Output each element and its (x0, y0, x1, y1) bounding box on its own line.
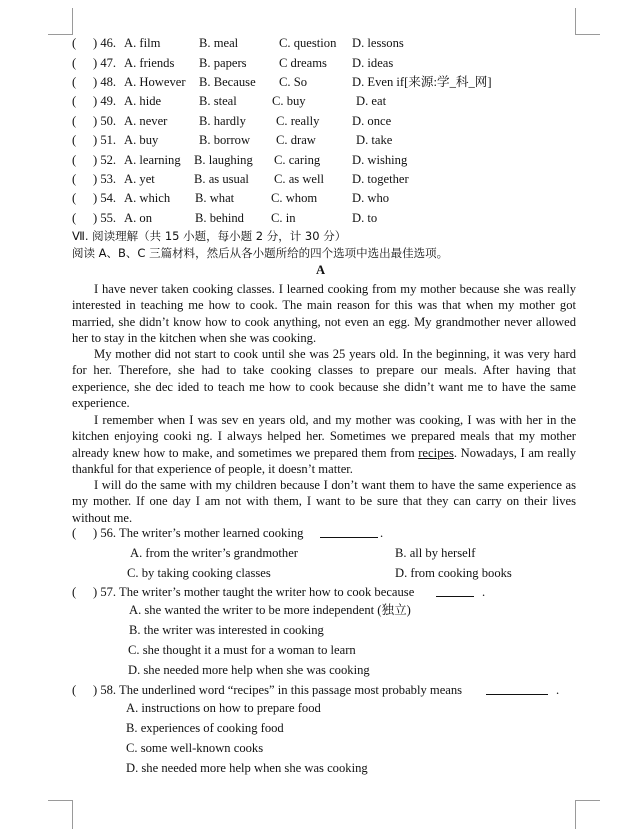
stem-end: . (556, 683, 560, 697)
answer-blank (320, 526, 378, 538)
answer-blank (436, 585, 474, 597)
option-b: B. meal (199, 36, 239, 50)
answer-paren: ( (72, 683, 77, 697)
option-a: A. learning (124, 153, 181, 167)
option-d: D. once (352, 114, 392, 128)
option-a: A. on (124, 211, 152, 225)
option-d: D. lessons (352, 36, 404, 50)
option-a: A. she wanted the writer to be more independent (独立) (129, 603, 411, 617)
option-d: D. who (352, 191, 390, 205)
question-stem: ) 58. The underlined word “recipes” in this passage most probably means (93, 683, 463, 697)
answer-paren: ( (72, 585, 77, 599)
option-d: D. take (356, 133, 393, 147)
option-a: A. hide (124, 94, 162, 108)
answer-paren: ( (72, 75, 77, 89)
paragraph-text: I remember when I was sev en years old, and my mother was cooking, I was with her in the kitchen enjoying cooki ng. I always helped her. Sometimes we prepared meals that my mother already knew how to make, and sometimes we prepared them from (72, 413, 576, 460)
option-b: B. borrow (199, 133, 251, 147)
item-number: ) 53. (93, 172, 117, 186)
item-number: ) 50. (93, 114, 117, 128)
answer-paren: ( (72, 191, 77, 205)
option-d: D. to (352, 211, 378, 225)
option-d: D. she needed more help when she was cooking (128, 663, 370, 677)
option-a: A. buy (124, 133, 159, 147)
answer-blank (486, 683, 548, 695)
option-c: C. buy (272, 94, 306, 108)
option-b: B. Because (199, 75, 256, 89)
option-c: C. by taking cooking classes (127, 566, 271, 580)
item-number: ) 51. (93, 133, 117, 147)
question-stem: ) 56. The writer’s mother learned cooking (93, 526, 304, 540)
item-number: ) 54. (93, 191, 117, 205)
option-b: B. papers (199, 56, 247, 70)
option-c: C. in (271, 211, 296, 225)
item-number: ) 49. (93, 94, 117, 108)
question-stem: ) 57. The writer’s mother taught the writer how to cook because (93, 585, 415, 599)
option-d: D. from cooking books (395, 566, 512, 580)
option-c: C. some well-known cooks (126, 741, 264, 755)
passage-paragraph-4: I will do the same with my children because I don’t want them to have the same experience as my mother. If one day I am not with them, I want to be sure that they can carry on their lives without me. (72, 478, 576, 525)
crop-mark-top-left (48, 8, 73, 35)
option-a: A. yet (124, 172, 155, 186)
answer-paren: ( (72, 56, 77, 70)
option-c: C. caring (274, 153, 321, 167)
crop-mark-bottom-right (575, 800, 600, 829)
option-d: D. eat (356, 94, 387, 108)
option-c: C dreams (279, 56, 327, 70)
option-d: D. Even if[来源:学_科_网] (352, 75, 492, 89)
item-number: ) 52. (93, 153, 117, 167)
paragraph-text: . Nowadays, I am really thankful for that experience of people, it doesn’t matter. (72, 445, 576, 477)
answer-paren: ( (72, 114, 77, 128)
option-b: B. what (195, 191, 235, 205)
stem-end: . (380, 526, 384, 540)
item-number: ) 55. (93, 211, 117, 225)
passage-paragraph-1: I have never taken cooking classes. I learned cooking from my mother because she was really interested in teaching me how to cook. The main reason for this was that when my mother got married, she didn’t know how to cook anything, not even an egg. My grandmother never allowed her to stay in the kitchen when she was cooking. (72, 282, 576, 346)
crop-mark-top-right (575, 8, 600, 35)
answer-paren: ( (72, 172, 77, 186)
crop-mark-bottom-left (48, 800, 73, 829)
option-d: D. together (352, 172, 409, 186)
item-number: ) 47. (93, 56, 117, 70)
option-d: D. wishing (352, 153, 408, 167)
answer-paren: ( (72, 133, 77, 147)
option-a: A. instructions on how to prepare food (126, 701, 321, 715)
answer-paren: ( (72, 94, 77, 108)
underlined-word-recipes: recipes (418, 445, 454, 460)
option-a: A. which (124, 191, 171, 205)
option-b: B. as usual (194, 172, 249, 186)
option-b: B. behind (195, 211, 244, 225)
item-number: ) 46. (93, 36, 117, 50)
passage-letter: A (316, 263, 326, 277)
passage-paragraph-2: My mother did not start to cook until she was 25 years old. In the beginning, it was very hard for her. Therefore, she had to take cooking classes to prepare our meals. After having that experience, she dec ided to teach me how to cook because she didn’t want me to have the same experience. (72, 347, 576, 411)
option-b: B. all by herself (395, 546, 476, 560)
option-c: C. really (276, 114, 320, 128)
option-d: D. ideas (352, 56, 394, 70)
passage-paragraph-3 (72, 412, 576, 478)
option-c: C. draw (276, 133, 316, 147)
option-b: B. steal (199, 94, 237, 108)
answer-paren: ( (72, 153, 77, 167)
stem-end: . (482, 585, 486, 599)
option-a: A. never (124, 114, 168, 128)
option-c: C. she thought it a must for a woman to learn (128, 643, 356, 657)
section-title: Ⅶ. 阅读理解（共 15 小题，每小题 2 分，计 30 分） (72, 229, 347, 243)
option-c: C. whom (271, 191, 318, 205)
option-a: A. However (124, 75, 186, 89)
option-c: C. So (279, 75, 307, 89)
option-c: C. as well (274, 172, 325, 186)
option-d: D. she needed more help when she was cooking (126, 761, 368, 775)
option-a: A. friends (124, 56, 175, 70)
option-a: A. film (124, 36, 161, 50)
option-b: B. hardly (199, 114, 246, 128)
option-b: B. laughing (194, 153, 253, 167)
item-number: ) 48. (93, 75, 117, 89)
answer-paren: ( (72, 211, 77, 225)
option-a: A. from the writer’s grandmother (130, 546, 298, 560)
option-c: C. question (279, 36, 337, 50)
answer-paren: ( (72, 526, 77, 540)
section-instruction: 阅读 A、B、C 三篇材料，然后从各小题所给的四个选项中选出最佳选项。 (72, 246, 449, 260)
option-b: B. experiences of cooking food (126, 721, 284, 735)
option-b: B. the writer was interested in cooking (129, 623, 324, 637)
answer-paren: ( (72, 36, 77, 50)
